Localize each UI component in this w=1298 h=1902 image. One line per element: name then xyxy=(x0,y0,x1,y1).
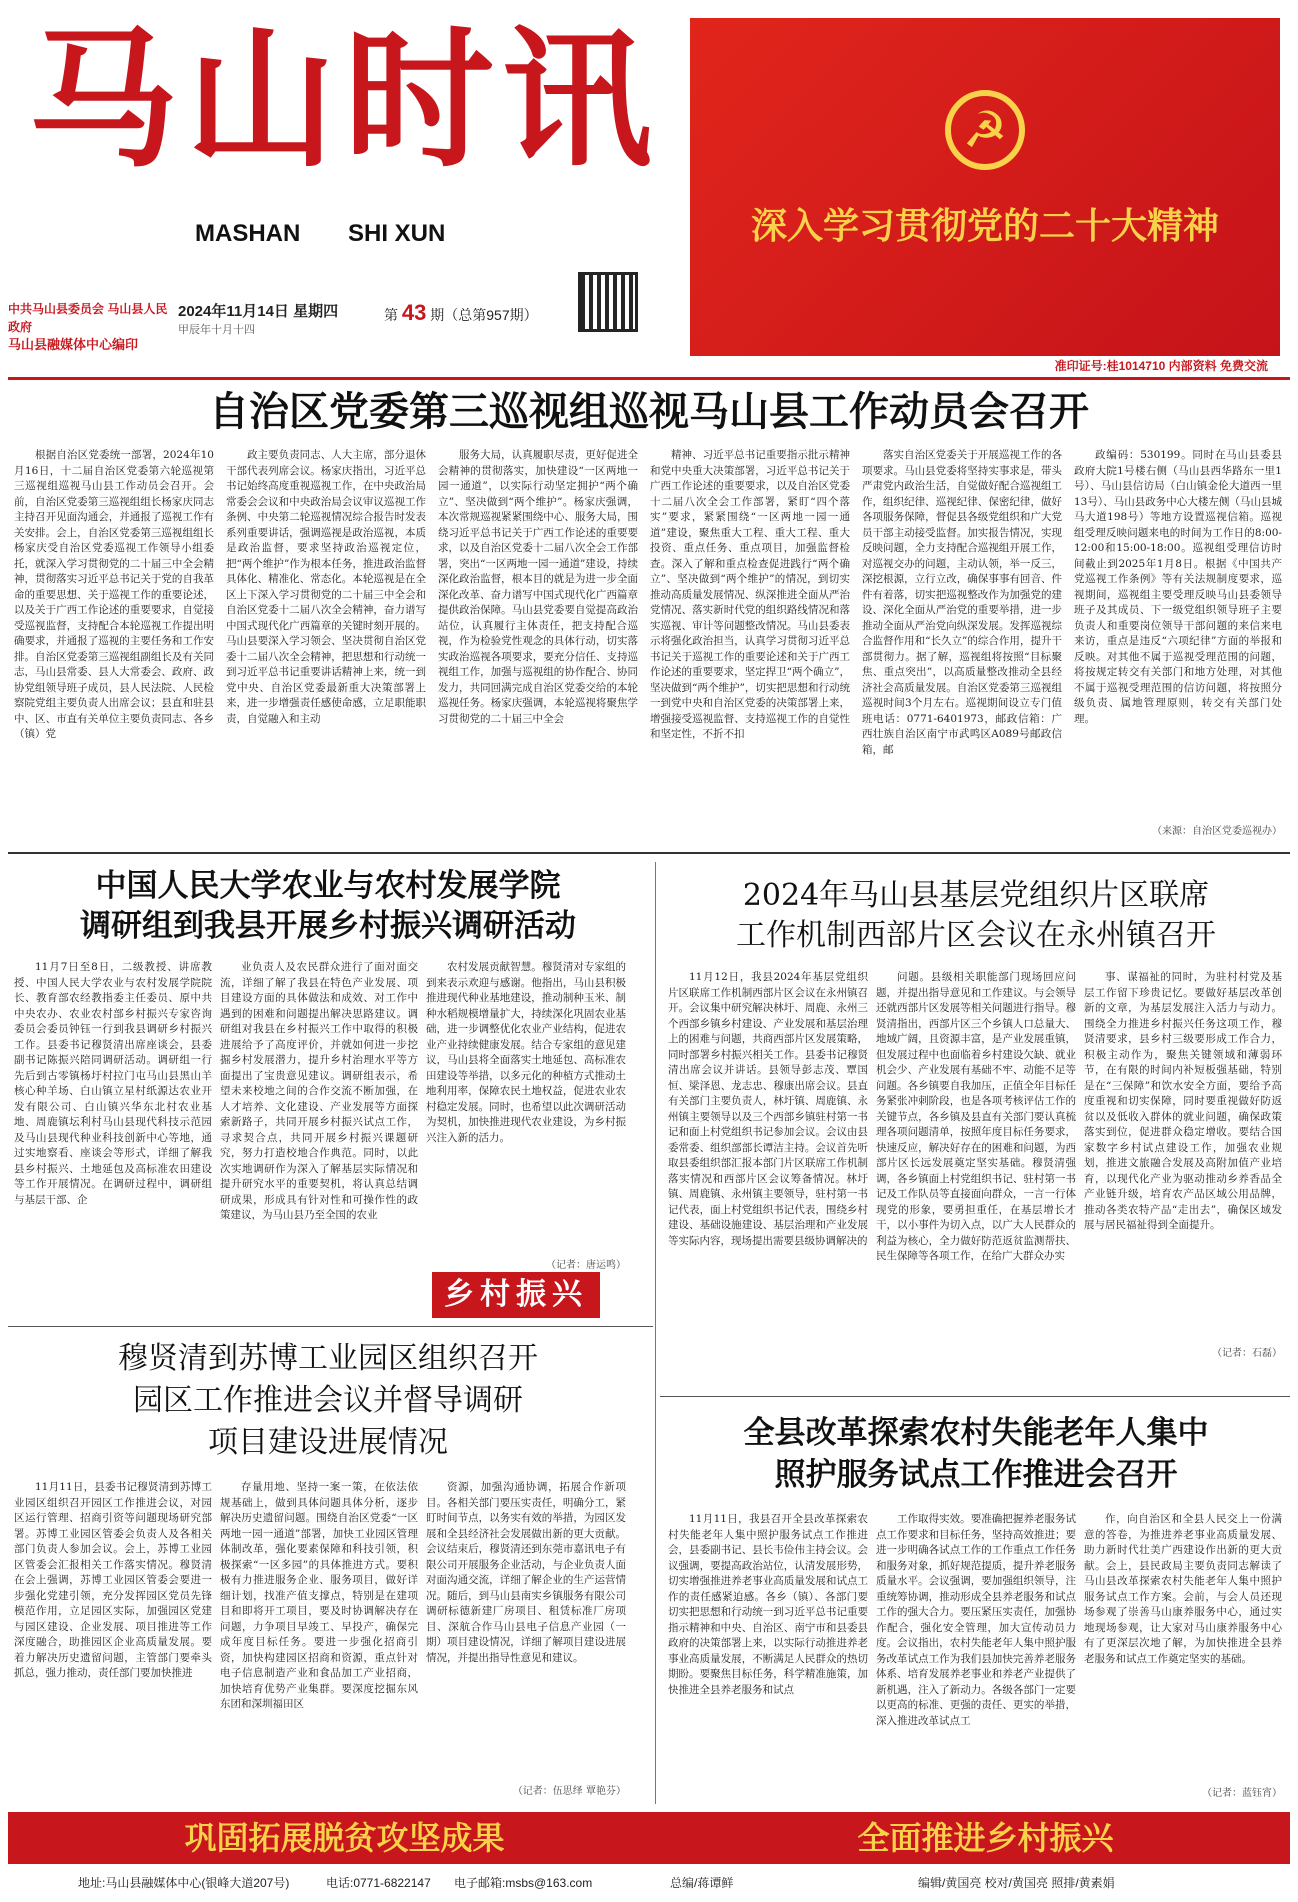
park-headline-line-3: 项目建设进展情况 xyxy=(208,1425,448,1460)
date-text: 2024年11月14日 星期四 xyxy=(178,303,339,320)
footer xyxy=(8,1866,1290,1900)
slogan-right: 全面推进乡村振兴 xyxy=(857,1820,1114,1856)
issue-no: 43 xyxy=(401,300,427,325)
elder-column: 作，向自治区和全县人民交上一份满意的答卷，为推进养老事业高质量发展、助力新时代壮美广西建设作出新的更大贡献。会上，县民政局主要负责同志解读了马山县改革探索农村失能老年人集中照护服务试点工作方案。会前，与会人员还现场参观了崇善马山康养服务中心，通过实地现场参观，让大家对马山康养服务中心有了更深层次地了解，为加快推进全县养老服务和试点工作奠定坚实的基础。 xyxy=(1084,1513,1282,1665)
issue-prefix: 第 xyxy=(384,307,398,323)
lead-column: 精神、习近平总书记重要指示批示精神和党中央重大决策部署，习近平总书记关于广西工作论述的重要要求，以及自治区党委十二届八次全会工作部署，紧盯“四个落实”要求，紧紧围绕“一区两地一园一通道”建设，聚焦重大工程、重大工程、重大投资、重点任务、重点项目，加强监督检查。深入了解和重点检查促进践行“两个确立”、坚决做到“两个维护”的情况，到切实推动高质量发展情况、纵深推进全面从严治党情况、落实新时代党的组织路线情况和落实巡视、审计等问题整改情况。马山县委表示将强化政治担当，认真学习贯彻习近平总书记关于巡视工作的重要论述和关于广西工作论述的重要要求，坚定捍卫“两个确立”，坚决做到“两个维护”，切实把思想和行动统一到党中央和自治区党委的决策部署上来，增强接受巡视监督、支持巡视工作的自觉性和坚定性，不折不扣 xyxy=(650,449,850,740)
elder-column: 11月11日，我县召开全县改革探索农村失能老年人集中照护服务试点工作推进会，县委副书记、县长韦俭伟主持会议。会议强调，要提高政治站位，认清发展形势，切实增强推进养老事业高质量发展和试点工作的责任感紧迫感。各乡（镇）、各部门要切实把思想和行动统一到习近平总书记重要指示精神和中央、自治区、南宁市和县委县政府的决策部署上来，以实际行动推进养老事业高质量发展，不断满足人民群众的热切期盼。要聚焦目标任务，科学精准施策，加快推进全县养老服务和试点 xyxy=(668,1513,868,1696)
lead-byline: （来源：自治区党委巡视办） xyxy=(1152,826,1282,837)
footer-email: 电子邮箱:msbs@163.com xyxy=(454,1876,593,1890)
lunar-date: 甲辰年十月十四 xyxy=(178,324,255,336)
publisher-info xyxy=(8,300,173,354)
agri-byline: （记者：唐运鸣） xyxy=(546,1260,626,1271)
party-column: 问题。县级相关职能部门现场回应问题，并提出指导意见和工作建议。与会领导还就西部片区发展等相关问题进行指导。穆贤清指出，西部片区三个乡镇人口总量大、地域广阔，且资源丰富，是产业发展重镇，但发展过程中也面临着乡村建设欠缺、就业机会少、产业发展有基础不牢、动能不足等问题。各乡镇要自我加压，正值全年目标任务紧张冲刺阶段，也是各项考核评估工作的关键节点，各乡镇及县直有关部门要认真梳理各项问题清单，按照年度目标任务要求，快速反应，解决好存在的困难和问题，为西部片区长远发展奠定坚实基础。穆贤清强调，各乡镇面上村党组织书记、驻村第一书记及工作队员等直接面向群众，一言一行体现党的形象，要勇担重任，在基层增长才干，以小事件为切入点，以广大人民群众的利益为核心，全力做好防范返贫监测帮扶、民生保障等各项工作，在给广大群众办实 xyxy=(876,971,1076,1262)
elder-column: 工作取得实效。要准确把握养老服务试点工作要求和目标任务，坚持高效推进；要进一步明确各试点工作的工作重点工作任务和服务对象，抓好规范提质，提升养老服务质量水平。会议强调，要加强组织领导，注重统筹协调，推动形成全县养老服务和试点工作的强大合力。要压紧压实责任，加强协作配合，强化安全管理，加大宣传动员力度。会议指出，农村失能老年人集中照护服务改革试点工作为我们县加快完善养老服务体系、培育发展养老事业和养老产业提供了新机遇，注入了新动力。各级各部门一定要以更高的标准、更强的责任、更实的举措，深入推进改革试点工 xyxy=(876,1513,1076,1727)
permit-bar: 准印证号:桂1014710 内部资料 免费交流 xyxy=(1054,359,1268,373)
party-headline-line-1: 2024年马山县基层党组织片区联席 xyxy=(742,878,1210,913)
party-byline: （记者：石磊） xyxy=(1212,1348,1282,1359)
party-column: 事、谋福祉的同时，为驻村村党及基层工作留下珍贵记忆。要做好基层改革创新的文章，为基层发展注入活力与动力。围绕全力推进乡村振兴任务这项工作，穆贤清要求，县乡村三级要形成工作合力，积极主动作为，聚焦关键领域和薄弱环节，在有限的时间内补短板强基础，特别是在“三保障”和饮水安全方面，要给予高度重视和切实保障，同时要重视做好防返贫以及低收入群体的就业问题，确保政策落实到位，促进群众稳定增收。要结合国家数字乡村试点建设工作，加强农业规划，推进文旅融合发展及高附加值产业培育，以现代化产业为驱动推动乡养香品全产业链升级，培育农产品区域公用品牌，推动各类农特产品“走出去”，确保区域发展与居民福祉得到全面提升。 xyxy=(1084,971,1282,1231)
masthead-en-left: MASHAN xyxy=(195,220,301,247)
park-headline-line-1: 穆贤清到苏博工业园区组织召开 xyxy=(118,1341,538,1376)
masthead-rule xyxy=(8,377,1290,380)
lead-headline: 自治区党委第三巡视组巡视马山县工作动员会召开 xyxy=(209,388,1089,435)
publisher-line-1: 中共马山县委员会 马山县人民政府 xyxy=(8,302,168,334)
agri-column: 农村发展贡献智慧。穆贤清对专家组的到来表示欢迎与感谢。他指出，马山县积极推进现代种业基地建设，推动制种玉米、制种水稻规模增量扩大，持续深化巩固农业基础，进一步调整优化农业产业结构，促进农业产业持续健康发展。结合专家组的意见建议，马山县将全面落实土地延包、高标准农田建设等举措，以多元化的种植方式推动土地利用率，保障农民土地权益，促进农业农村稳定发展。同时，也希望以此次调研活动为契机，加快推进现代农业建设，为乡村振兴注入新的活力。 xyxy=(426,961,626,1144)
issue-suffix: 期（总第957期） xyxy=(430,307,538,323)
party-emblem-icon: ☭ xyxy=(945,90,1025,170)
issue-number xyxy=(384,300,538,326)
slogan-left: 巩固拓展脱贫攻坚成果 xyxy=(184,1820,505,1856)
footer-editors: 编辑/黄国亮 校对/黄国亮 照排/黄素娟 xyxy=(918,1876,1115,1890)
agri-headline-line-2: 调研组到我县开展乡村振兴调研活动 xyxy=(80,908,576,944)
masthead-en-right: SHI XUN xyxy=(348,220,446,247)
party-banner xyxy=(690,18,1280,356)
qr-code-icon[interactable] xyxy=(578,272,638,332)
lead-column: 落实自治区党委关于开展巡视工作的各项要求。马山县党委将坚持实事求是，带头严肃党内政治生活，自觉做好配合巡视组工作，组织纪律、巡视纪律、保密纪律，做好各项服务保障，督促县各级党组织和广大党员干部主动接受监督。加实报告情况，实现反映问题，全力支持配合巡视组开展工作，对巡视交办的问题，主动认领，举一反三，深挖根源，立行立改，确保事事有回音、件件有着落，切实把巡视整改作为加强党的建设、深化全面从严治党的重要举措，进一步推动全面从严治党向纵深发展。发挥巡视综合监督作用和“长久立”的综合作用，提升干部贯彻力。据了解，巡视组将按照“目标聚焦、重点突出”，以高质量整改推动全县经济社会高质量发展。自治区党委第三巡视组巡视时间3个月左右。巡视期间设立专门值班电话：0771-6401973，邮政信箱：广西壮族自治区南宁市武鸣区A089号邮政信箱，邮 xyxy=(862,449,1062,756)
section-divider xyxy=(8,1326,653,1327)
agri-headline-line-1: 中国人民大学农业与农村发展学院 xyxy=(95,868,561,904)
party-headline-line-2: 工作机制西部片区会议在永州镇召开 xyxy=(736,918,1216,953)
rural-revitalization-tag: 乡村振兴 xyxy=(432,1272,600,1318)
party-column: 11月12日，我县2024年基层党组织片区联席工作机制西部片区会议在永州镇召开。会议集中研究解决林圩、周鹿、永州三个西部乡镇乡村建设、产业发展和基层治理上的困难与问题，共商西部片区发展策略，同时部署乡村振兴相关工作。县委书记穆贤清出席会议并讲话。县领导彭志茂、覃国恒、梁泽恩、龙志忠、穆康出席会议。县直有关部门主要负责人，林圩镇、周鹿镇、永州镇主要领导以及三个西部乡镇驻村第一书记和面上村党组织书记参加会议。会议由县委常委、组织部部长谭洁主持。会议首先听取县委组织部汇报本部门片区联席工作机制落实情况和西部片区会议筹备情况。林圩镇、周鹿镇、永州镇主要领导，驻村第一书记代表，面上村党组织书记代表，围绕乡村建设、基础设施建设、基层治理和产业发展等实际内容，现场提出需要县级协调解决的 xyxy=(668,971,868,1247)
lead-column: 政主要负责同志、人大主席，部分退休干部代表列席会议。杨家庆指出，习近平总书记始终高度重视巡视工作，在中央政治局常委会会议和中央政治局会议审议巡视工作条例、中央第二轮巡视情况综合报告时发表系列重要讲话，强调巡视是政治巡视，本质是政治监督，要求坚持政治巡视定位，把“两个维护”作为根本任务，推进政治监督具体化、精准化、常态化。本轮巡视是在全区上下深入学习贯彻党的二十届三中全会和自治区党委十二届八次全会精神，奋力谱写中国式现代化广西篇章的关键时刻开展的。马山县要深入学习领会、坚决贯彻自治区党委十二届八次全会精神，把思想和行动统一到习近平总书记重要讲话精神上来，统一到党中央、自治区党委最新重大决策部署上来，进一步增强责任感使命感，立足职能职责，自觉融入和主动 xyxy=(226,449,426,725)
footer-address: 地址:马山县融媒体中心(银峰大道207号) xyxy=(78,1876,290,1890)
publisher-line-2: 马山县融媒体中心编印 xyxy=(8,337,139,352)
elder-headline-line-1: 全县改革探索农村失能老年人集中 xyxy=(743,1415,1209,1451)
masthead-title: 马山时讯 xyxy=(28,20,661,180)
section-divider xyxy=(660,1396,1290,1397)
column-divider xyxy=(655,862,656,1804)
section-divider xyxy=(8,852,1290,854)
park-byline: （记者：伍思绎 覃艳芬） xyxy=(512,1786,626,1797)
lead-column: 根据自治区党委统一部署，2024年10月16日，十二届自治区党委第六轮巡视第三巡视组巡视马山县工作动员会召开。会前，自治区党委第三巡视组组长杨家庆同志主持召开见面沟通会，并通报了巡视工作有关安排。会上，自治区党委第三巡视组组长杨家庆受自治区党委巡视工作领导小组委托，就深入学习贯彻党的二十届三中全会精神，贯彻落实习近平总书记关于党的自我革命的重要思想、关于巡视工作的重要论述，以及关于广西工作论述的重要要求，自觉接受巡视监督，支持配合本轮巡视工作提出明确要求，并通报了巡视的主要任务和工作安排。自治区党委第三巡视组副组长及有关同志，马山县常委、县人大常委会、政府、政协党组领导班子成员，县人民法院、人民检察院党组主要负责人出席会议；县直和驻县中、区、市直有关单位主要负责同志、各乡（镇）党 xyxy=(14,449,214,740)
footer-chief: 总编/蒋谭鲜 xyxy=(670,1876,734,1890)
lead-column: 政编码：530199。同时在马山县委县政府大院1号楼右侧（马山县西华路东一里1号）、马山县信访局（白山镇金伦大道西一里13号）、马山县政务中心大楼左侧（马山县城马大道198号）等地方设置巡视信箱。巡视组受理反映问题来电的时间为工作日的8:00-12:00和15:00-18:00。巡视组受理信访时间截止到2025年1月8日。根据《中国共产党巡视工作条例》等有关法规制度要求，巡视期间，巡视组主要受理反映马山县委领导班子及其成员、下一级党组织领导班子主要负责人和重要岗位领导干部问题的来信来电来访，重点是违反“六项纪律”方面的举报和反映。对其他不属于巡视受理范围的问题，将按规定转交有关部门和地方处理，对其他不属于巡视受理范围的信访问题，将按照分级负责、属地管理原则，转交有关部门处理。 xyxy=(1074,449,1282,725)
slogan-bar xyxy=(8,1812,1290,1864)
park-column: 资源，加强沟通协调，拓展合作新项目。各相关部门要压实责任，明确分工，紧盯时间节点，以务实有效的举措，为园区发展和全县经济社会发展做出新的更大贡献。会议结束后，穆贤清还到东莞市嘉讯电子有限公司开展服务企业活动，与企业负责人面对面沟通交流，详细了解企业的生产运营情况。随后，到马山县南实乡镇服务有限公司调研标德新建厂房项目、租赁标准厂房项目、深航合作马山县电子信息产业园（一期）项目建设情况，详细了解项目建设进展情况，并提出指导性意见和建议。 xyxy=(426,1481,626,1664)
elder-byline: （记者：蓝钰宵） xyxy=(1202,1788,1282,1799)
footer-phone: 电话:0771-6822147 xyxy=(326,1876,431,1890)
agri-column: 业负责人及农民群众进行了面对面交流，详细了解了我县在特色产业发展、项目建设方面的具体做法和成效、对工作中遇到的困难和问题提出解决思路建议。调研组对我县在乡村振兴工作中取得的积极进展给予了高度评价，并就如何进一步挖掘乡村发展潜力，提升乡村治理水平等方面提出了宝贵意见建议。调研组表示，希望未来校地之间的合作交流不断加强，在人才培养、文化建设、产业发展等方面探索新路子，共同开展乡村振兴试点工作，寻求契合点，共同开展乡村振兴课题研究，努力打造校地合作典范。同时，以此次实地调研作为深入了解基层实际情况和提升研究水平的重要契机，将认真总结调研成果，形成具有针对性和可操作性的政策建议，为马山县乃至全国的农业 xyxy=(220,961,418,1221)
lead-column: 服务大局，认真履职尽责，更好促进全会精神的贯彻落实，加快建设“一区两地一园一通道”，以实际行动坚定拥护“两个确立”、坚决做到“两个维护”。杨家庆强调，本次常规巡视紧紧围绕中心、服务大局，围绕习近平总书记关于广西工作论述的重要要求，以及自治区党委十二届八次全会工作部署，突出“一区两地一园一通道”建设，持续深化政治监督，根本目的就是为进一步全面深化改革、奋力谱写中国式现代化广西篇章提供政治保障。马山县党委要自觉提高政治站位，认真履行主体责任，把支持配合巡视，作为检验党性观念的具体行动，切实落实政治巡视各项要求，要充分信任、支持巡视组工作，加强与巡视组的协作配合、协同发力，共同回满完成自治区党委交给的本轮巡视任务。杨家庆强调，本轮巡视将聚焦学习贯彻党的二十届三中全会 xyxy=(438,449,638,725)
agri-column: 11月7日至8日，二级教授、讲席教授、中国人民大学农业与农村发展学院院长、教育部农经教指委主任委员、原中共中央农办、农业农村部乡村振兴专家咨询委员会委员钟钰一行到我县调研乡村振兴工作。县委书记穆贤清出席座谈会，县委副书记陈振兴陪同调研活动。调研组一行先后到古零镇杨圩村拉门屯马山县黑山羊核心种羊场、白山镇立星村纸源达农业开发有限公司、白山镇兴华东北村农业基地、周鹿镇坛利村马山县现代科技示范园及马山县现代种业科技创新中心等地，通过实地察看、座谈会等形式，详细了解我县乡村振兴、土地延包及高标准农田建设等工作开展情况。在调研过程中，调研组与基层干部、企 xyxy=(14,961,212,1206)
park-column: 11月11日，县委书记穆贤清到苏博工业园区组织召开园区工作推进会议，对园区运行管理、招商引资等问题现场研究部署。苏博工业园区管委会负责人及各相关部门负责人参加会议。会上，苏博工业园区管委会汇报相关工作落实情况。穆贤清在会上强调，苏博工业园区管委会要进一步强化党建引领，充分发挥园区党员先锋模范作用，立足园区实际，加强园区党建与园区建设、企业发展、项目推进等工作深度融合，助推园区企业高质量发展。要着力解决历史遗留问题，主管部门要牵头抓总，强力推动，责任部门要加快推进 xyxy=(14,1481,212,1679)
park-column: 存量用地、坚持一案一策，在依法依规基础上，做到具体问题具体分析，逐步解决历史遗留问题。围绕自治区党委“一区两地一园一通道”部署，加快工业园区管理体制改革，强化要素保障和科技引领，积极探索“一区多园”的具体推进方式。要积极有力推进服务企业、服务项目，做好详细计划，找准产值支撑点，特别是在建项目和即将开工项目，要及时协调解决存在问题，力争项目早竣工、早投产，确保完成年度目标任务。要进一步强化招商引资，加快构建园区招商和资源，重点针对电子信息制造产业和食品加工产业招商，加快培育优势产业集群。要深度挖掘东风东团和深圳福田区 xyxy=(220,1481,418,1710)
banner-slogan: 深入学习贯彻党的二十大精神 xyxy=(750,205,1219,246)
issue-date xyxy=(178,300,338,337)
elder-headline-line-2: 照护服务试点工作推进会召开 xyxy=(774,1457,1178,1493)
park-headline-line-2: 园区工作推进会议并督导调研 xyxy=(133,1383,523,1418)
